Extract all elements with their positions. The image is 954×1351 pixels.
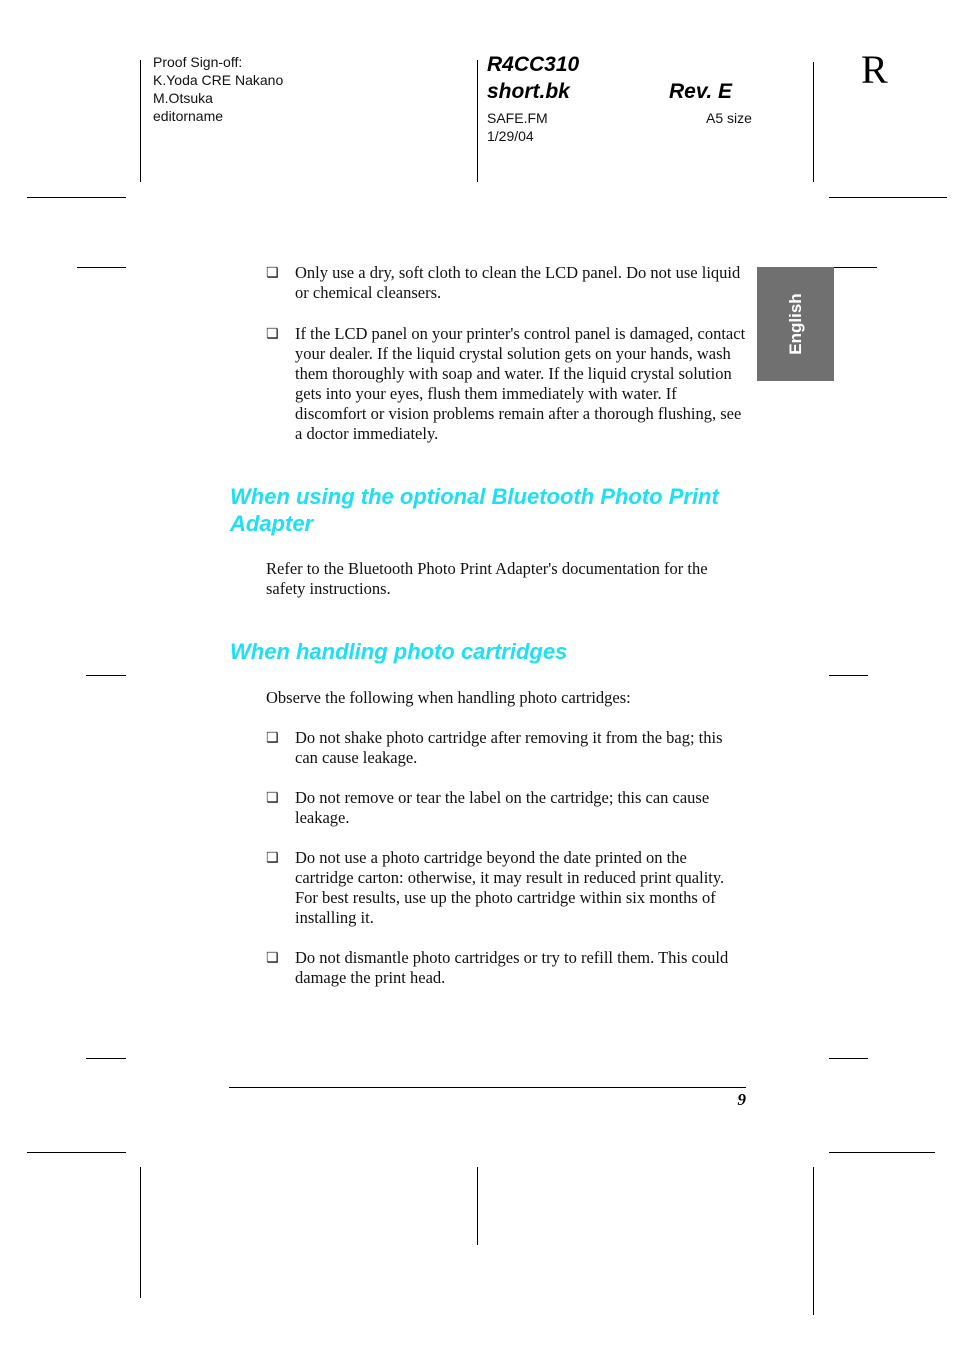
list-item-text: Do not dismantle photo cartridges or try to refill them. This could damage the print head.: [295, 948, 729, 987]
page-size: A5 size: [706, 110, 752, 126]
list-item-text: If the LCD panel on your printer's control panel is damaged, contact your dealer. If the liquid crystal solution gets on your hands, wash them thoroughly with soap and water. If the liquid crystal solution gets into your eyes, flush them immediately with water. If discomfort or vision problems remain after a thorough flushing, see a doctor immediately.: [295, 324, 746, 443]
heading-line: When using the optional Bluetooth Photo Print: [230, 484, 719, 509]
file-name: SAFE.FM: [487, 110, 548, 126]
heading-line: Adapter: [230, 511, 314, 536]
list-item: [266, 263, 746, 303]
bluetooth-paragraph: Refer to the Bluetooth Photo Print Adapter's documentation for the safety instructions.: [266, 559, 708, 598]
section-heading-bluetooth: [230, 483, 750, 537]
checkbox-bullet-icon: ❏: [266, 850, 279, 866]
footer-rule: [229, 1087, 746, 1088]
proof-line: editorname: [153, 108, 224, 124]
crop-mark: [27, 1152, 126, 1153]
crop-mark: [477, 1167, 478, 1245]
crop-mark: [813, 62, 814, 182]
page-number: 9: [737, 1090, 746, 1109]
list-item: [266, 848, 746, 928]
list-item-text: Do not use a photo cartridge beyond the date printed on the cartridge carton: otherwise, it may result in reduced print quality. For best results, use up the photo cartridge within six months of installing it.: [295, 848, 725, 927]
language-tab: [757, 267, 834, 381]
crop-mark: [86, 1058, 126, 1059]
crop-mark: [477, 60, 478, 182]
checkbox-bullet-icon: ❏: [266, 790, 279, 806]
proof-line: Proof Sign-off:: [153, 54, 243, 70]
proof-line: K.Yoda CRE Nakano: [153, 72, 284, 88]
proof-signoff: [153, 53, 283, 125]
crop-mark: [27, 197, 126, 198]
proof-line: M.Otsuka: [153, 90, 213, 106]
crop-mark: [829, 197, 947, 198]
checkbox-bullet-icon: ❏: [266, 265, 279, 281]
list-item-text: Do not shake photo cartridge after removing it from the bag; this can cause leakage.: [295, 728, 723, 767]
crop-mark: [813, 1167, 814, 1315]
corner-letter: R: [861, 47, 888, 92]
list-item: [266, 324, 746, 444]
list-item: [266, 728, 746, 768]
revision: Rev. E: [669, 80, 733, 103]
cartridge-intro: Observe the following when handling photo cartridges:: [266, 688, 631, 707]
language-tab-label: English: [785, 293, 805, 355]
section-heading-cartridges: When handling photo cartridges: [230, 639, 568, 664]
file-date: 1/29/04: [487, 128, 534, 144]
crop-mark: [829, 1152, 935, 1153]
list-item: [266, 948, 746, 988]
crop-mark: [829, 267, 877, 268]
crop-mark: [140, 1167, 141, 1298]
crop-mark: [829, 1058, 868, 1059]
crop-mark: [140, 60, 141, 182]
checkbox-bullet-icon: ❏: [266, 730, 279, 746]
crop-mark: [77, 267, 126, 268]
book-name: short.bk: [487, 80, 570, 103]
crop-mark: [86, 675, 126, 676]
list-item-text: Only use a dry, soft cloth to clean the LCD panel. Do not use liquid or chemical cleansers.: [295, 263, 741, 302]
list-item: [266, 788, 746, 828]
crop-mark: [829, 675, 868, 676]
checkbox-bullet-icon: ❏: [266, 326, 279, 342]
doc-code: R4CC310: [487, 53, 580, 76]
checkbox-bullet-icon: ❏: [266, 950, 279, 966]
list-item-text: Do not remove or tear the label on the cartridge; this can cause leakage.: [295, 788, 710, 827]
